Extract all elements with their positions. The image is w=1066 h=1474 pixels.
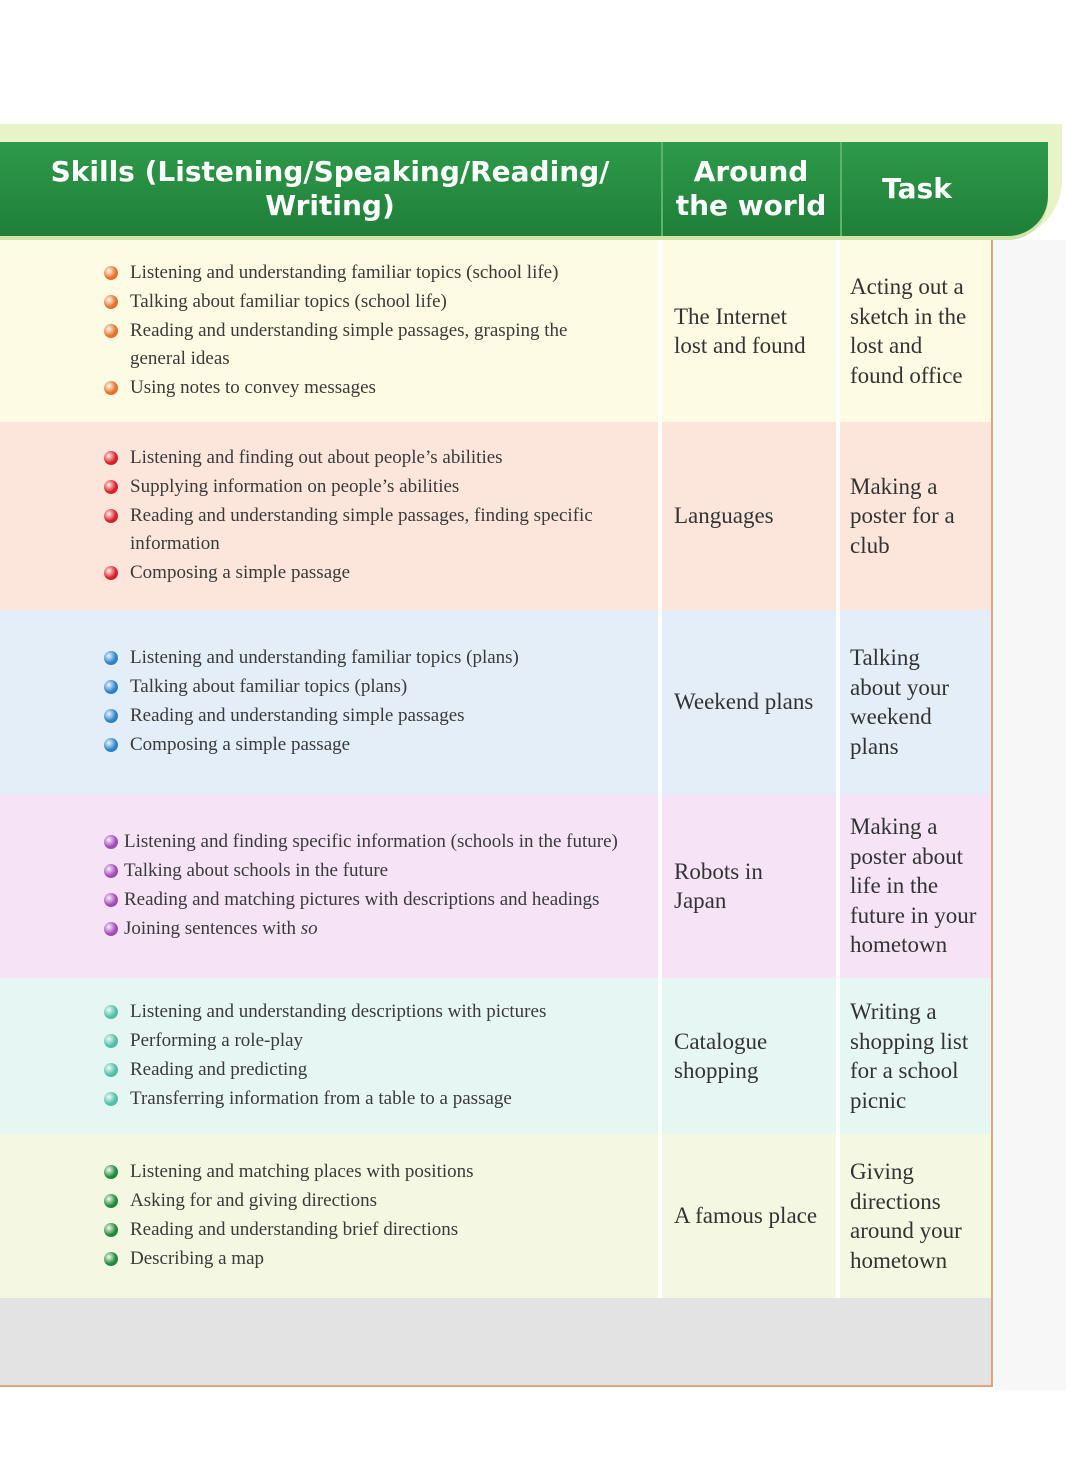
- world-cell: [662, 1134, 838, 1298]
- skill-item: Composing a simple passage: [104, 731, 519, 760]
- skill-item: Reading and understanding simple passages, grasping the general ideas: [104, 317, 658, 375]
- skills-cell: [0, 978, 660, 1134]
- table-footer-band: [0, 1298, 991, 1385]
- skills-cell: [0, 794, 660, 978]
- bullet-dot: [104, 295, 118, 309]
- skill-item: Composing a simple passage: [104, 559, 658, 588]
- task-text: Giving directions around your hometown: [850, 1159, 962, 1273]
- page-top-margin: [0, 0, 1066, 120]
- world-cell: [662, 240, 838, 422]
- bullet-dot: [104, 1223, 118, 1237]
- table-header: [0, 124, 1062, 240]
- skill-item: Reading and predicting: [104, 1056, 546, 1085]
- bullet-dot: [104, 738, 118, 752]
- skill-item: Listening and finding specific information (schools in the future): [104, 828, 618, 857]
- bullet-dot: [104, 922, 118, 936]
- world-text: Weekend plans: [674, 689, 814, 715]
- skill-item: Describing a map: [104, 1245, 474, 1274]
- header-skills: Skills (Listening/Speaking/Reading/ Writing): [50, 155, 610, 222]
- bullet-dot: [104, 680, 118, 694]
- skill-item: Listening and matching places with positions: [104, 1158, 474, 1187]
- header-around-the-world: Around the world: [675, 155, 827, 222]
- table-row: [0, 240, 991, 422]
- task-cell: [840, 978, 991, 1134]
- skill-item: Talking about schools in the future: [104, 857, 618, 886]
- bullet-dot: [104, 1063, 118, 1077]
- task-cell: [840, 794, 991, 978]
- bullet-dot: [104, 480, 118, 494]
- skill-item: Asking for and giving directions: [104, 1187, 474, 1216]
- skill-item: Talking about familiar topics (plans): [104, 673, 519, 702]
- skills-cell: [0, 610, 660, 794]
- skill-item: Reading and understanding simple passages, finding specific information: [104, 502, 658, 560]
- bullet-dot: [104, 451, 118, 465]
- task-cell: [840, 610, 991, 794]
- skill-item: Using notes to convey messages: [104, 374, 658, 403]
- bullet-dot: [104, 566, 118, 580]
- task-text: Talking about your weekend plans: [850, 645, 950, 759]
- table-row: [0, 422, 991, 610]
- bullet-dot: [104, 324, 118, 338]
- syllabus-table: [0, 240, 993, 1387]
- page-edge-shade: [995, 240, 1066, 1390]
- bullet-dot: [104, 266, 118, 280]
- bullet-dot: [104, 1034, 118, 1048]
- table-row: [0, 610, 991, 794]
- task-cell: [840, 422, 991, 610]
- skill-item: Listening and finding out about people’s abilities: [104, 444, 658, 473]
- world-cell: [662, 422, 838, 610]
- bullet-dot: [104, 709, 118, 723]
- skill-item: Reading and matching pictures with descriptions and headings: [104, 886, 618, 915]
- bullet-dot: [104, 1194, 118, 1208]
- task-cell: [840, 240, 991, 422]
- world-cell: [662, 794, 838, 978]
- world-cell: [662, 978, 838, 1134]
- header-task: Task: [882, 172, 952, 205]
- bullet-dot: [104, 509, 118, 523]
- skill-item: Listening and understanding familiar topics (plans): [104, 644, 519, 673]
- world-text: Catalogue shopping: [674, 1028, 768, 1083]
- bullet-dot: [104, 381, 118, 395]
- skills-cell: [0, 1134, 660, 1298]
- bullet-dot: [104, 835, 118, 849]
- skill-item: Supplying information on people’s abilities: [104, 473, 658, 502]
- task-text: Making a poster for a club: [850, 473, 955, 558]
- world-text: Robots in Japan: [674, 858, 763, 913]
- skills-list: [0, 259, 658, 403]
- task-text: Writing a shopping list for a school picnic: [850, 999, 969, 1113]
- bullet-dot: [104, 864, 118, 878]
- skill-item: Reading and understanding simple passages: [104, 702, 519, 731]
- skills-list: [0, 1158, 474, 1273]
- skills-list: [0, 828, 618, 943]
- skills-list: [0, 998, 546, 1113]
- task-cell: [840, 1134, 991, 1298]
- table-row: [0, 978, 991, 1134]
- world-cell: [662, 610, 838, 794]
- bullet-dot: [104, 1092, 118, 1106]
- skills-cell: [0, 422, 660, 610]
- skill-item: Joining sentences with so: [104, 915, 618, 944]
- world-text: Languages: [674, 503, 774, 529]
- table-row: [0, 794, 991, 978]
- bullet-dot: [104, 1165, 118, 1179]
- table-row: [0, 1134, 991, 1298]
- task-text: Acting out a sketch in the lost and found office: [850, 274, 967, 388]
- skill-item: Talking about familiar topics (school life): [104, 288, 658, 317]
- skills-cell: [0, 240, 660, 422]
- skill-item: Listening and understanding familiar topics (school life): [104, 259, 658, 288]
- world-text: A famous place: [674, 1203, 818, 1229]
- skill-item: Listening and understanding descriptions with pictures: [104, 998, 546, 1027]
- skills-list: [0, 644, 519, 759]
- bullet-dot: [104, 1005, 118, 1019]
- skill-item: Reading and understanding brief directions: [104, 1216, 474, 1245]
- bullet-dot: [104, 651, 118, 665]
- skill-item: Transferring information from a table to a passage: [104, 1085, 546, 1114]
- task-text: Making a poster about life in the future in your hometown: [850, 814, 977, 958]
- skills-list: [0, 444, 658, 588]
- world-text: The Internet lost and found: [674, 303, 806, 358]
- bullet-dot: [104, 893, 118, 907]
- skill-item: Performing a role-play: [104, 1027, 546, 1056]
- bullet-dot: [104, 1252, 118, 1266]
- header-banner: [0, 142, 1048, 236]
